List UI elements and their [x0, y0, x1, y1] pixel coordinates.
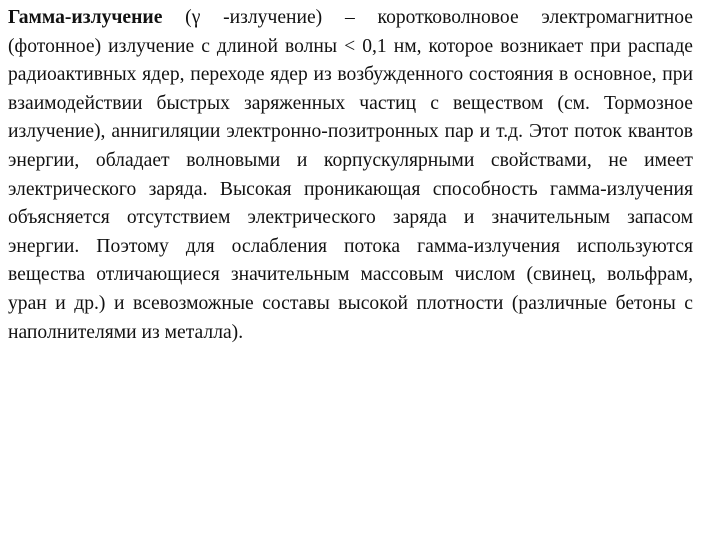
term-heading: Гамма-излучение — [8, 7, 163, 28]
paragraph-body: (γ -излучение) – коротковолновое электромагнитное (фотонное) излучение с длиной волны < 0,1 нм, которое возникает при распаде радиоактивных ядер, переходе ядер из возбужденного состояния в основное, при взаимодействии быстрых заряженных частиц с веществом (см. Тормозное излучение), аннигиляции электронно-позитронных пар и т.д. Этот поток квантов энергии, обладает волновыми и корпускулярными свойствами, не имеет электрического заряда. Высокая проникающая способность гамма-излучения объясняется отсутствием электрического заряда и значительным запасом энергии. Поэтому для ослабления потока гамма-излучения используются вещества отличающиеся значительным массовым числом (свинец, вольфрам, уран и др.) и всевозможные составы высокой плотности (различные бетоны с наполнителями из металла). — [8, 7, 693, 343]
paragraph — [8, 4, 693, 347]
